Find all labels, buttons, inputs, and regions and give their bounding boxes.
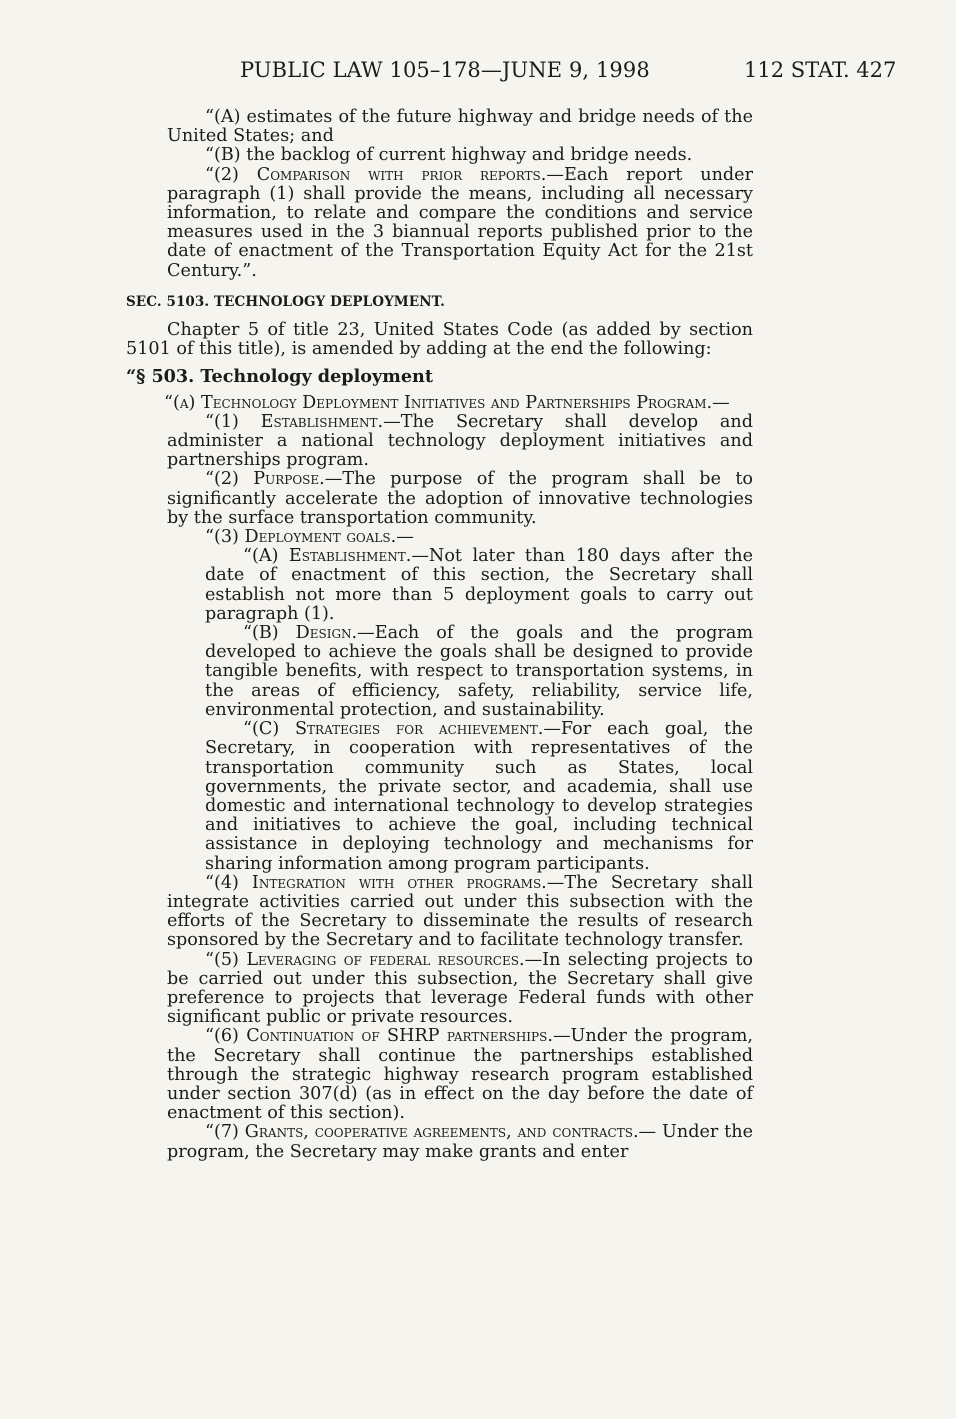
- paragraph-a1-heading: “(1) Establishment.: [205, 411, 384, 432]
- subparagraph-a3B: “(B) Design.—Each of the goals and the program developed to achieve the goals shall be designed to provide tangible benefits, with respect to transportation systems, in the areas of efficiency, safety, reliability, service life, environmental protection, and sustainability.: [205, 623, 754, 720]
- paragraph-a4-heading: “(4) Integration with other programs.: [205, 872, 547, 893]
- subparagraph-a3C-heading: “(C) Strategies for achievement.: [243, 719, 544, 740]
- subsection-a-heading: “(a) Technology Deployment Initiatives and Partnerships Program.: [164, 392, 713, 413]
- paragraph-a3: “(3) Deployment goals.—: [205, 527, 414, 548]
- paragraph-a2: “(2) Purpose.—The purpose of the program shall be to significantly accelerate the adoption of innovative technologies by the surface transportation community.: [167, 469, 753, 528]
- paragraph-2-heading: “(2) Comparison with prior reports.: [205, 164, 547, 185]
- paragraph-a6: “(6) Continuation of SHRP partnerships.—Under the program, the Secretary shall continue the partnerships established through the strategic highway research program established under section 307(d) (as in effect on the day before the date of enactment of this section).: [167, 1026, 753, 1124]
- subparagraph-a3A-heading: “(A) Establishment.: [243, 546, 412, 567]
- subparagraph-a3B-heading: “(B) Design.: [243, 623, 358, 644]
- paragraph-a3-heading: “(3) Deployment goals.: [205, 527, 397, 548]
- paragraph-a1: “(1) Establishment.—The Secretary shall develop and administer a national technology deployment initiatives and partnerships program.: [167, 411, 753, 471]
- paragraph-a5: “(5) Leveraging of federal resources.—In selecting projects to be carried out under this subsection, the Secretary shall give preference to projects that leverage Federal funds with other significant public or private resources.: [167, 949, 754, 1028]
- running-header-title: PUBLIC LAW 105–178—JUNE 9, 1998: [240, 58, 650, 82]
- paragraph-a2-heading: “(2) Purpose.: [205, 469, 325, 490]
- paragraph-a5-heading: “(5) Leveraging of federal resources.: [205, 949, 525, 970]
- paragraph-a7-heading: “(7) Grants, cooperative agreements, and contracts.: [205, 1122, 639, 1143]
- paragraph-1B: “(B) the backlog of current highway and bridge needs.: [205, 145, 693, 166]
- section-heading: SEC. 5103. TECHNOLOGY DEPLOYMENT.: [126, 293, 445, 310]
- paragraph-a7: “(7) Grants, cooperative agreements, and contracts.— Under the program, the Secretary may make grants and enter: [167, 1122, 753, 1162]
- paragraph-2: “(2) Comparison with prior reports.—Each report under paragraph (1) shall provide the means, including all necessary information, to relate and compare the conditions and service measures used in the 3 biannual reports published prior to the date of enactment of the Transportation Equity Act for the 21st Century.”.: [167, 164, 754, 281]
- subparagraph-a3C: “(C) Strategies for achievement.—For each goal, the Secretary, in cooperation with representatives of the transportation community such as States, local governments, the private sector, and academia, shall use domestic and international technology to develop strategies and initiatives to achieve the goal, including technical assistance in deploying technology and mechanisms for sharing information among program participants.: [205, 719, 753, 874]
- subparagraph-a3A: “(A) Establishment.—Not later than 180 days after the date of enactment of this section, the Secretary shall establish not more than 5 deployment goals to carry out paragraph (1).: [205, 546, 753, 624]
- document-body: [126, 108, 753, 1162]
- paragraph-1A: “(A) estimates of the future highway and bridge needs of the United States; and: [167, 107, 753, 147]
- statute-page-number: 112 STAT. 427: [744, 58, 897, 82]
- paragraph-a4: “(4) Integration with other programs.—The Secretary shall integrate activities carried out under this subsection with the efforts of the Secretary to disseminate the results of research sponsored by the Secretary and to facilitate technology transfer.: [167, 872, 753, 951]
- paragraph-a6-heading: “(6) Continuation of SHRP partnerships.: [205, 1026, 553, 1047]
- section-503-title: “§ 503. Technology deployment: [126, 366, 433, 388]
- section-intro: Chapter 5 of title 23, United States Code (as added by section 5101 of this title), is amended by adding at the end the following:: [126, 320, 753, 360]
- subsection-a: “(a) Technology Deployment Initiatives and Partnerships Program.—: [164, 392, 730, 413]
